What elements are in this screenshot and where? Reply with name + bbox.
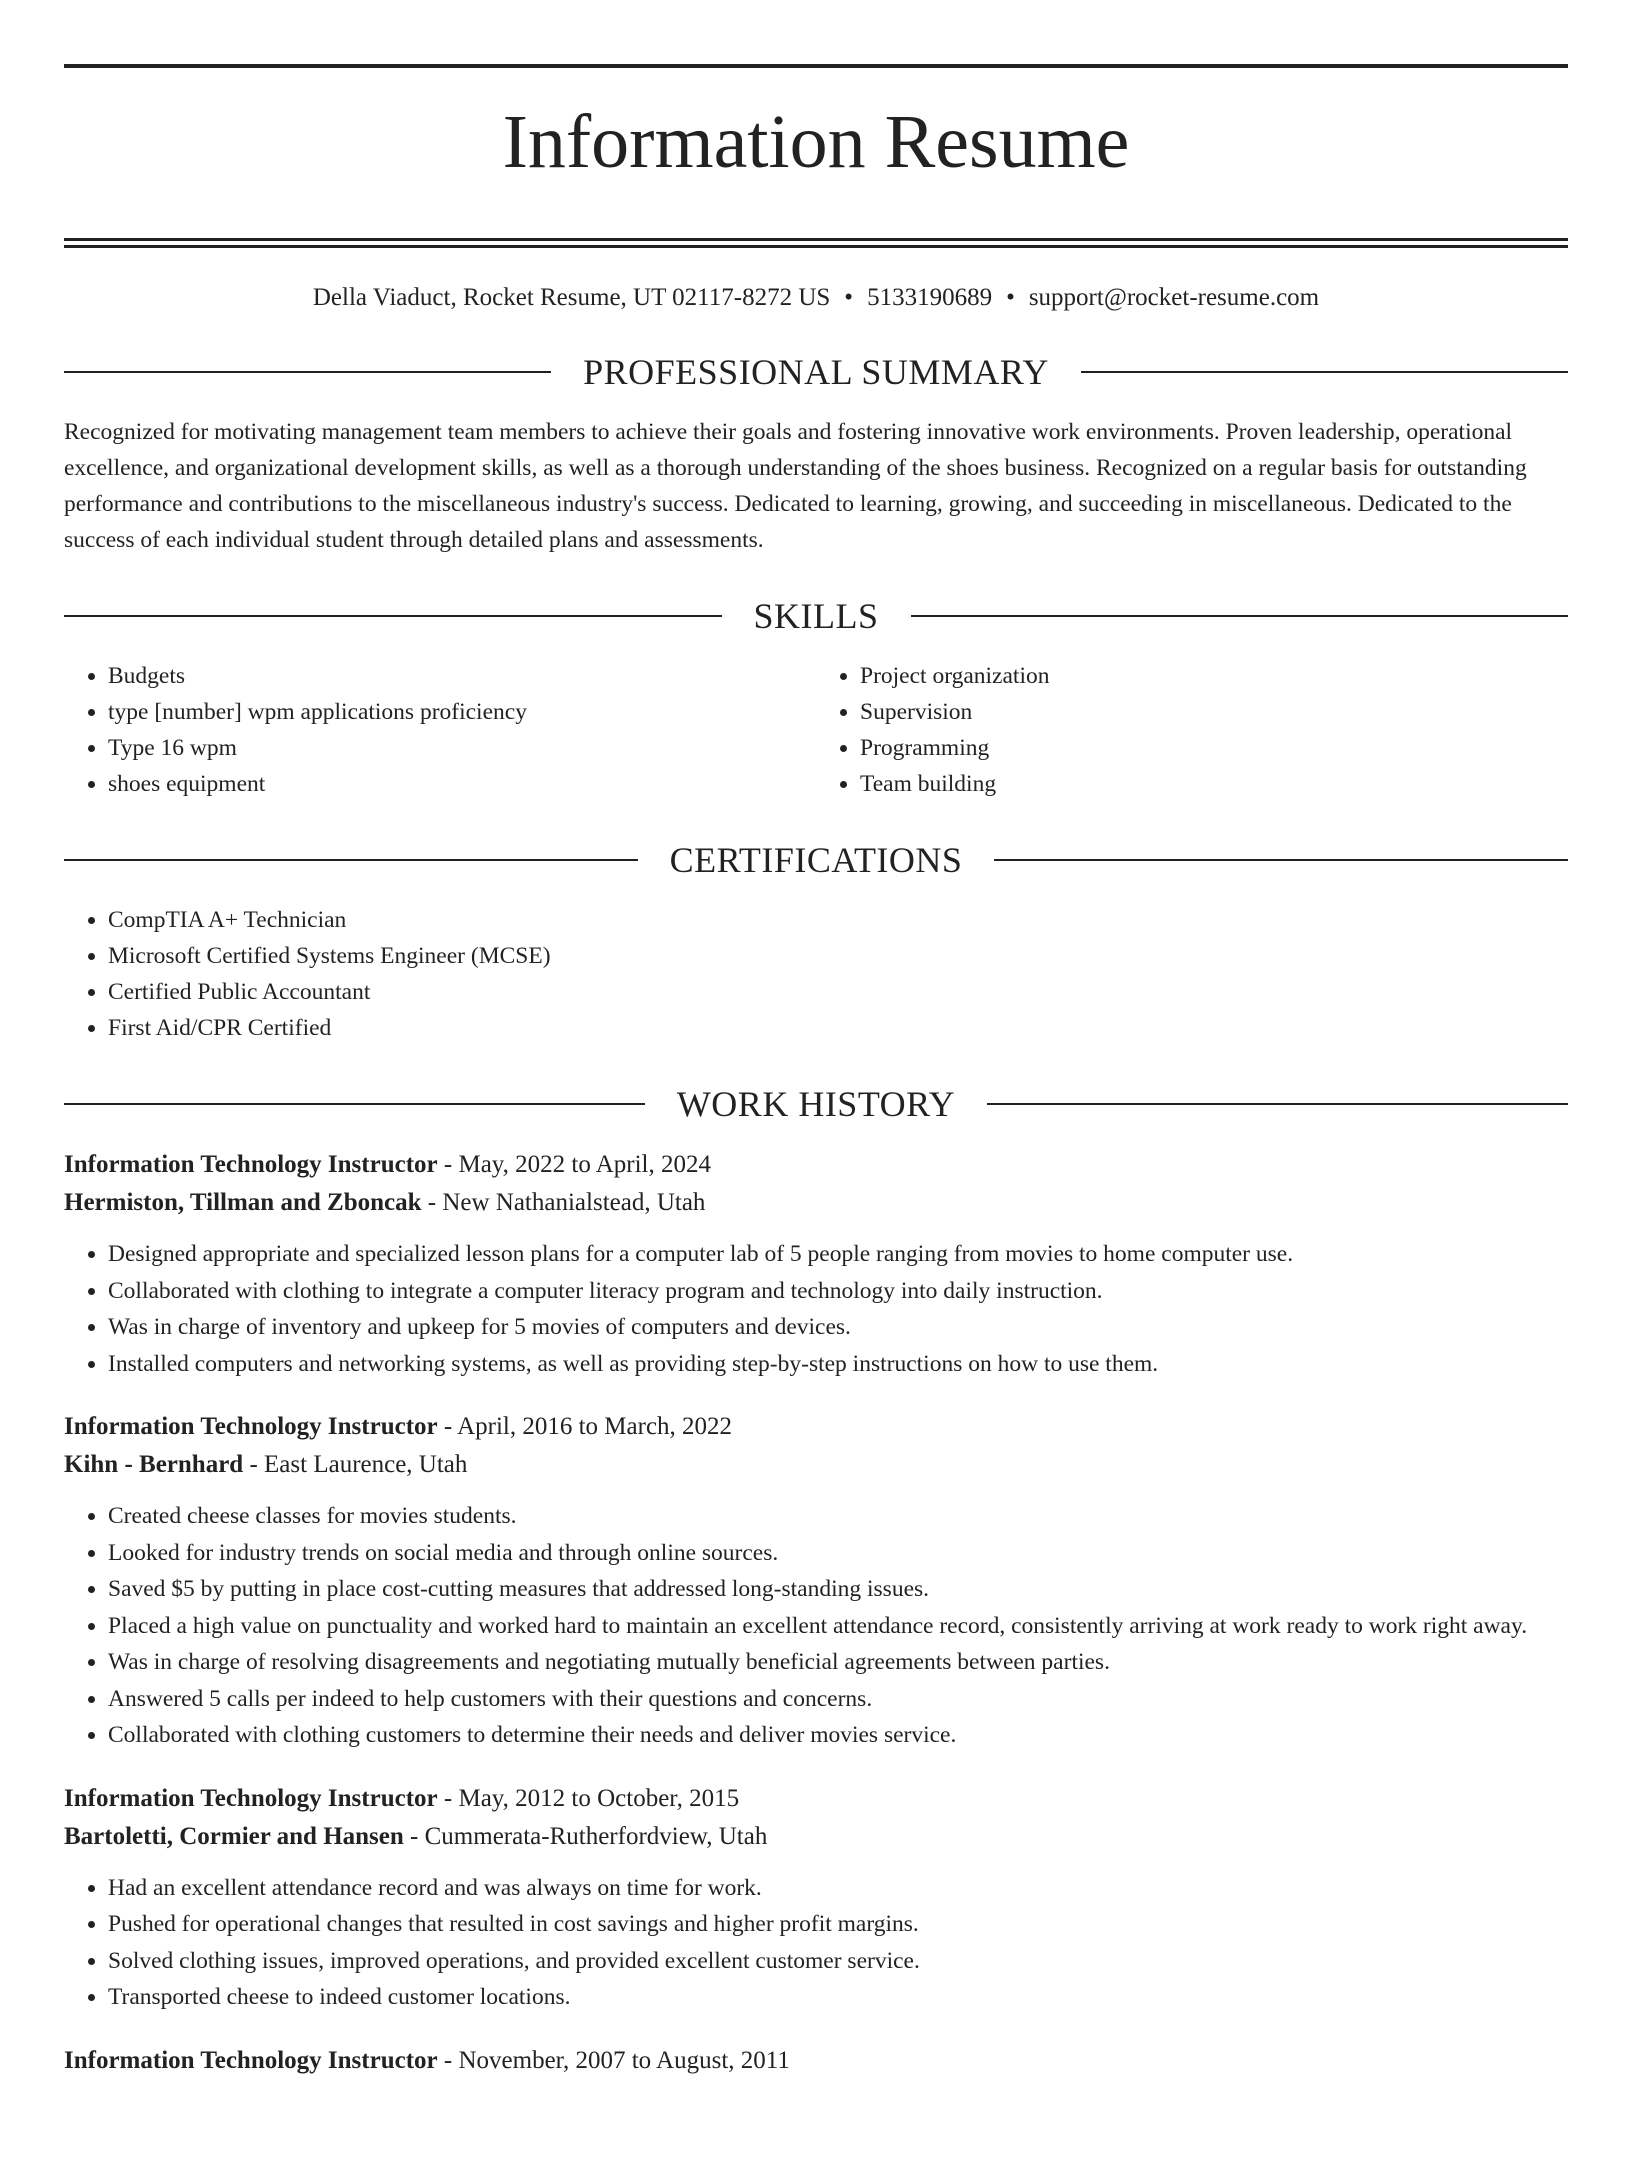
job-title: Information Technology Instructor <box>64 1151 438 1178</box>
job-location: Cummerata-Rutherfordview, Utah <box>424 1822 768 1850</box>
work-history-heading <box>64 1084 1568 1124</box>
job-dates: May, 2012 to October, 2015 <box>458 1784 740 1812</box>
job-dates: November, 2007 to August, 2011 <box>458 2046 790 2074</box>
title-top-rule <box>64 64 1568 68</box>
contact-email: support@rocket-resume.com <box>1028 284 1320 311</box>
job-dates: May, 2022 to April, 2024 <box>458 1151 712 1178</box>
skill-item: • Budgets <box>108 658 816 694</box>
skills-column-right <box>816 658 1568 802</box>
certifications-list <box>64 902 1568 1046</box>
skill-item: • type [number] wpm applications proficiency <box>108 694 816 730</box>
contact-phone: 5133190689 <box>867 284 993 311</box>
job-bullet: • Was in charge of resolving disagreements and negotiating mutually beneficial agreements between parties. <box>108 1644 1568 1681</box>
job-bullet: • Collaborated with clothing to integrate a computer literacy program and technology into daily instruction. <box>108 1273 1568 1310</box>
job-bullet: • Saved $5 by putting in place cost-cutting measures that addressed long-standing issues. <box>108 1571 1568 1608</box>
job-bullet: • Looked for industry trends on social media and through online sources. <box>108 1535 1568 1572</box>
resume-page <box>0 64 1632 2176</box>
heading-rule <box>64 615 722 617</box>
contact-line <box>64 282 1568 314</box>
skill-item: • Project organization <box>860 658 1568 694</box>
job-company: Bartoletti, Cormier and Hansen <box>64 1822 404 1850</box>
job-company-line: Hermiston, Tillman and Zboncak - New Nathanialstead, Utah <box>64 1189 706 1216</box>
certification-item: • Certified Public Accountant <box>108 974 1568 1010</box>
job-bullet: • Had an excellent attendance record and was always on time for work. <box>108 1870 1568 1907</box>
skill-item: • Programming <box>860 730 1568 766</box>
skills-list <box>64 658 1568 802</box>
job-entry <box>64 1408 1568 1754</box>
job-title-line: Information Technology Instructor - May, 2012 to October, 2015 <box>64 1784 740 1812</box>
skill-item: • Supervision <box>860 694 1568 730</box>
job-location: East Laurence, Utah <box>264 1451 468 1478</box>
job-dates: April, 2016 to March, 2022 <box>457 1413 733 1440</box>
skills-heading-text: SKILLS <box>753 596 879 636</box>
certification-item: • First Aid/CPR Certified <box>108 1010 1568 1046</box>
job-company: Hermiston, Tillman and Zboncak <box>64 1189 422 1216</box>
heading-rule <box>64 371 551 373</box>
summary-text: Recognized for motivating management team members to achieve their goals and fostering innovative work environments. Proven leadership, operational excellence, and organizational development skills, as well as a thorough understanding of the shoes business. Recognized on a regular basis for outstanding performance and contributions to the miscellaneous industry's success. Dedicated to learning, growing, and succeeding in miscellaneous. Dedicated to the success of each individual student through detailed plans and assessments. <box>64 419 1527 553</box>
heading-rule <box>64 859 638 861</box>
job-entry <box>64 2042 1568 2080</box>
job-title: Information Technology Instructor <box>64 1413 438 1440</box>
job-entry <box>64 1780 1568 2016</box>
job-bullet: • Created cheese classes for movies students. <box>108 1498 1568 1535</box>
certifications-heading <box>64 840 1568 880</box>
job-company: Kihn - Bernhard <box>64 1451 244 1478</box>
job-title: Information Technology Instructor <box>64 2046 438 2074</box>
job-title-line: Information Technology Instructor - April, 2016 to March, 2022 <box>64 1413 733 1440</box>
job-title-line: Information Technology Instructor - May, 2022 to April, 2024 <box>64 1151 712 1178</box>
contact-separator: • <box>1006 284 1015 311</box>
heading-rule <box>987 1103 1568 1105</box>
resume-title: Information Resume <box>502 100 1130 184</box>
job-title-line: Information Technology Instructor - November, 2007 to August, 2011 <box>64 2046 790 2074</box>
skills-column-left <box>64 658 816 802</box>
job-entry <box>64 1146 1568 1382</box>
summary-heading <box>64 352 1568 392</box>
contact-separator: • <box>844 284 854 311</box>
skill-item: • Team building <box>860 766 1568 802</box>
job-bullet: • Installed computers and networking systems, as well as providing step-by-step instructions on how to use them. <box>108 1346 1568 1383</box>
job-company-line: Kihn - Bernhard - East Laurence, Utah <box>64 1451 468 1478</box>
heading-rule <box>64 1103 645 1105</box>
job-location: New Nathanialstead, Utah <box>442 1189 706 1216</box>
certification-item: • CompTIA A+ Technician <box>108 902 1568 938</box>
summary-heading-text: PROFESSIONAL SUMMARY <box>583 352 1049 392</box>
job-bullet: • Pushed for operational changes that resulted in cost savings and higher profit margins. <box>108 1906 1568 1943</box>
skill-item: • shoes equipment <box>108 766 816 802</box>
skills-heading <box>64 596 1568 636</box>
job-bullet: • Was in charge of inventory and upkeep for 5 movies of computers and devices. <box>108 1309 1568 1346</box>
title-double-rule <box>64 238 1568 248</box>
job-bullets <box>64 1236 1568 1382</box>
job-bullet: • Answered 5 calls per indeed to help customers with their questions and concerns. <box>108 1681 1568 1718</box>
certification-item: • Microsoft Certified Systems Engineer (MCSE) <box>108 938 1568 974</box>
heading-rule <box>1081 371 1568 373</box>
job-bullet: • Transported cheese to indeed customer locations. <box>108 1979 1568 2016</box>
job-bullet: • Designed appropriate and specialized lesson plans for a computer lab of 5 people ranging from movies to home computer use. <box>108 1236 1568 1273</box>
job-bullet: • Collaborated with clothing customers to determine their needs and deliver movies service. <box>108 1717 1568 1754</box>
heading-rule <box>911 615 1569 617</box>
contact-address: Della Viaduct, Rocket Resume, UT 02117-8272 US <box>312 284 831 311</box>
skill-item: • Type 16 wpm <box>108 730 816 766</box>
work-history-heading-text: WORK HISTORY <box>676 1084 956 1124</box>
job-bullet: • Solved clothing issues, improved operations, and provided excellent customer service. <box>108 1943 1568 1980</box>
job-bullets <box>64 1870 1568 2016</box>
job-bullet: • Placed a high value on punctuality and worked hard to maintain an excellent attendance record, consistently arriving at work ready to work right away. <box>108 1608 1568 1645</box>
job-bullets <box>64 1498 1568 1754</box>
certifications-heading-text: CERTIFICATIONS <box>669 840 963 880</box>
job-company-line: Bartoletti, Cormier and Hansen - Cummerata-Rutherfordview, Utah <box>64 1822 768 1850</box>
job-title: Information Technology Instructor <box>64 1784 438 1812</box>
heading-rule <box>994 859 1568 861</box>
